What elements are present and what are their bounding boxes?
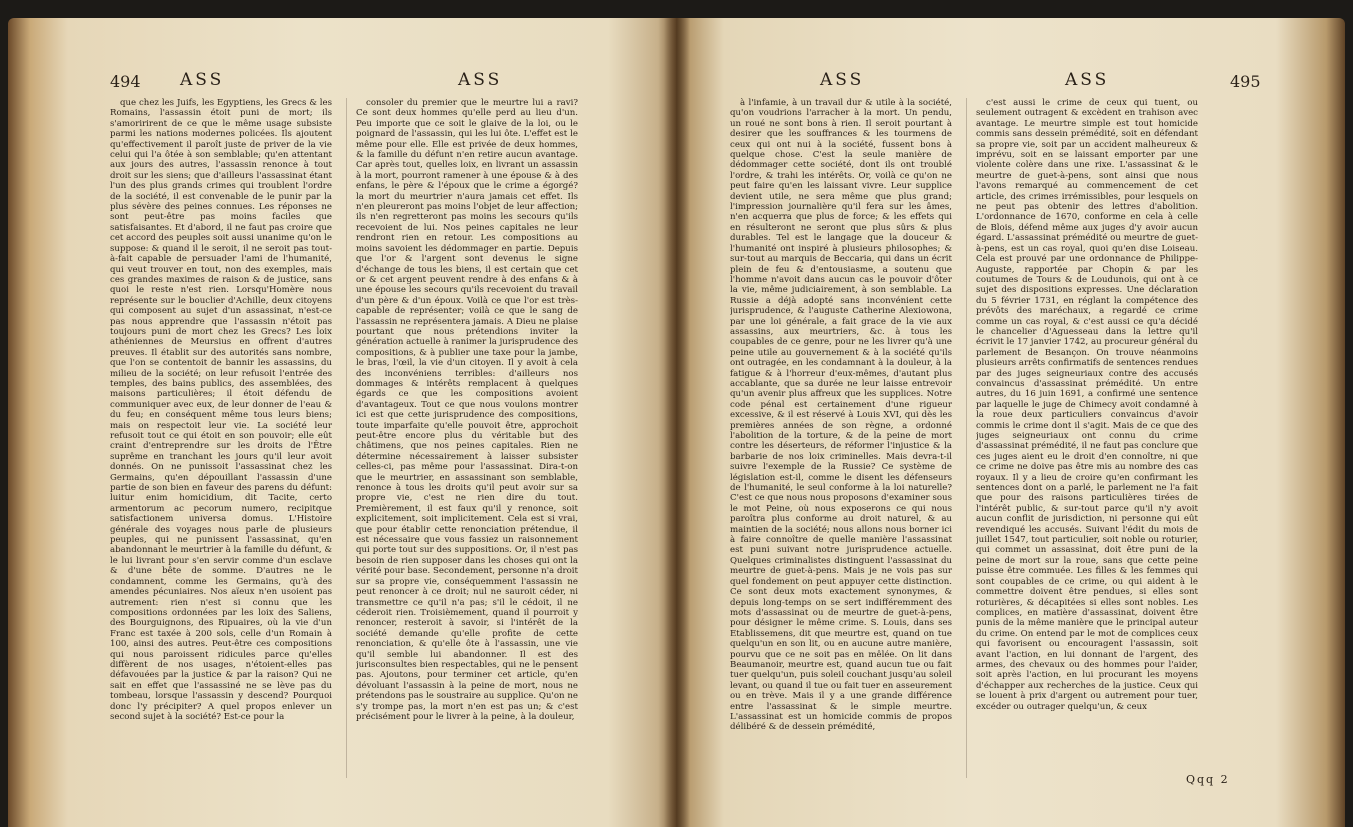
right-page-header	[710, 70, 1270, 92]
left-page	[110, 70, 640, 820]
left-column-1	[110, 98, 332, 798]
signature-mark: Qqq 2	[1186, 773, 1230, 786]
left-running-head-2: ASS	[458, 70, 503, 90]
right-running-head-2: ASS	[1065, 70, 1110, 90]
right-running-head-1: ASS	[820, 70, 865, 90]
right-column-1-text: à l'infamie, à un travail dur & utile à la société, qu'on voudrions l'arracher à la mort. Un pendu, un roué ne sont bons à rien. Il seroit pourtant à desirer que les souffrances & les tourmens de ceux qui ont nui à la société, fussent bons à quelque chose. C'est la seule manière de dédommager cette société, dont ils ont troublé l'ordre, & trahi les intérêts. Or, voilà ce qu'on ne peut faire qu'en les laissant vivre. Leur supplice devient utile, ne sera même que plus grand; l'impression journalière qu'il fera sur les âmes, n'en acquerra que plus de force; & les effets qui en résulteront ne seront que plus sûrs & plus durables. Tel est le langage que la douceur & l'humanité ont inspiré à plusieurs philosophes; & sur-tout au marquis de Beccaria, qui dans un écrit plein de feu & d'entousiasme, a soutenu que l'homme n'avoit dans aucun cas le pouvoir d'ôter la vie, même judiciairement, à son semblable. La Russie a déjà adopté sans inconvénient cette jurisprudence, & l'auguste Catherine Alexiowona, par une loi générale, a fait grace de la vie aux assassins, aux meurtriers, &c. à tous les coupables de ce genre, pour ne les livrer qu'à une peine utile au gouvernement & à la société qu'ils ont outragée, en les condamnant à la douleur, à la fatigue & à l'horreur d'eux-mêmes, d'autant plus accablante, que sa durée ne leur laisse entrevoir qu'un avenir plus affreux que les supplices. Notre code pénal est certainement d'une rigueur excessive, & il est réservé à Louis XVI, qui dès les premières années de son règne, a ordonné l'abolition de la torture, & de la peine de mort contre les déserteurs, de réformer l'injustice & la barbarie de nos loix criminelles. Mais devra-t-il suivre l'exemple de la Russie? Ce système de législation est-il, comme le disent les défenseurs de l'humanité, le seul conforme à la loi naturelle? C'est ce que nous nous proposons d'examiner sous le mot Peine, où nous exposerons ce qui nous paroîtra plus conforme au droit naturel, & au maintien de la société; nous allons nous borner ici à faire connoître de quelle manière l'assassinat est puni suivant notre jurisprudence actuelle. Quelques criminalistes distinguent l'assassinat du meurtre de guet-à-pens. Mais je ne vois pas sur quel fondement on peut appuyer cette distinction. Ce sont deux mots exactement synonymes, & depuis long-temps on se sert indifféremment des mots d'assassinat ou de meurtre de guet-à-pens, pour désigner le même crime. S. Louis, dans ses Etablissemens, dit que meurtre est, quand on tue quelqu'un en son lit, ou en aucune autre manière, pourvu que ce ne soit pas en mêlée. On lit dans Beaumanoir, meurtre est, quand aucun tue ou fait tuer quelqu'un, puis soleil couchant jusqu'au soleil levant, ou quand il tue ou fait tuer en asseurement ou en trève. Mais il y a une grande différence entre l'assassinat & le simple meurtre. L'assassinat est un homicide commis de propos délibéré & de dessein prémédité,	[730, 98, 952, 733]
left-column-rule	[346, 98, 347, 778]
right-column-2-text: c'est aussi le crime de ceux qui tuent, ou seulement outragent & excèdent en trahison avec avantage. Le meurtre simple est tout homicide commis sans dessein prémédité, soit en défendant sa propre vie, soit par un accident malheureux & imprévu, soit en se laissant emporter par une violente colère dans une rixe. L'assassinat & le meurtre de guet-à-pens, sont ainsi que nous l'avons remarqué au commencement de cet article, des crimes irrémissibles, pour lesquels on ne peut pas obtenir des lettres d'abolition. L'ordonnance de 1670, conforme en cela à celle de Blois, défend même aux juges d'y avoir aucun égard. L'assassinat prémédité ou meurtre de guet-à-pens, est un cas royal, quoi qu'en dise Loiseau. Cela est prouvé par une ordonnance de Philippe-Auguste, rapportée par Chopin & par les coutumes de Tours & de Loudunois, qui ont à ce sujet des dispositions expresses. Une déclaration du 5 février 1731, en réglant la compétence des prévôts des maréchaux, a regardé ce crime comme un cas royal, & c'est aussi ce qu'a décidé le chancelier d'Aguesseau dans la lettre qu'il écrivit le 17 janvier 1742, au procureur général du parlement de Besançon. On trouve néanmoins plusieurs arrêts confirmatifs de sentences rendues par des juges seigneuriaux contre des accusés convaincus d'assassinat prémédité. Un entre autres, du 16 juin 1691, a confirmé une sentence par laquelle le juge de Chimecy avoit condamné à la roue deux particuliers convaincus d'avoir commis le crime dont il s'agit. Mais de ce que des juges seigneuriaux ont connu du crime d'assassinat prémédité, il ne faut pas conclure que ces juges aient eu le droit d'en connoître, ni que ce crime ne doive pas être mis au nombre des cas royaux. Il y a lieu de croire qu'en confirmant les sentences dont on a parlé, le parlement ne l'a fait que pour des raisons particulières tirées de l'intérêt public, & sur-tout parce qu'il n'y avoit aucun conflit de jurisdiction, ni personne qui eût revendiqué les accusés. Suivant l'édit du mois de juillet 1547, tout particulier, soit noble ou roturier, qui commet un assassinat, doit être puni de la peine de mort sur la roue, sans que cette peine puisse être commuée. Les filles & les femmes qui sont coupables de ce crime, ou qui aident à le commettre doivent être pendues, si elles sont roturières, & décapitées si elles sont nobles. Les complices, en matière d'assassinat, doivent être punis de la même manière que le principal auteur du crime. On entend par le mot de complices ceux qui favorisent ou encouragent l'assassin, soit avant l'action, en lui donnant de l'argent, des armes, des chevaux ou des hommes pour l'aider, soit après l'action, en lui procurant les moyens d'échapper aux recherches de la justice. Ceux qui se louent à prix d'argent ou autrement pour tuer, excéder ou outrager quelqu'un, & ceux	[976, 98, 1198, 712]
left-column-2-text: consoler du premier que le meurtre lui a ravi? Ce sont deux hommes qu'elle perd au lieu d'un. Peu importe que ce soit le glaive de la loi, ou le poignard de l'assassin, qui les lui ôte. L'effet est le même pour elle. Elle est privée de deux hommes, & la famille du défunt n'en retire aucun avantage. Car après tout, quelles loix, en livrant un assassin à la mort, pourront ramener à une épouse & à des enfans, le père & l'époux que le crime a égorgé? la mort du meurtrier n'aura jamais cet effet. Ils n'en pleureront pas moins l'objet de leur affection; ils n'en regretteront pas moins les secours qu'ils recevoient de lui. Nos peines capitales ne leur rendront rien en retour. Les compositions au moins savoient les dédommager en partie. Depuis que l'or & l'argent sont devenus le signe d'échange de tous les biens, il est certain que cet or & cet argent peuvent rendre à des enfans & à une épouse les secours qu'ils recevoient du travail d'un père & d'un époux. Voilà ce que l'or est très-capable de représenter; voilà ce que le sang de l'assassin ne représentera jamais. A Dieu ne plaise pourtant que nous prétendions inviter la génération actuelle à ranimer la jurisprudence des compositions, & à publier une taxe pour la jambe, le bras, l'œil, la vie d'un citoyen. Il y avoit à cela des inconvéniens terribles: d'ailleurs nos dommages & intérêts remplacent à quelques égards ce que les compositions avoient d'avantageux. Tout ce que nous voulons montrer ici est que cette jurisprudence des compositions, toute imparfaite qu'elle pouvoit être, approchoit peut-être encore plus du véritable but des châtimens, que nos peines capitales. Rien ne détermine nécessairement à laisser subsister celles-ci, pas même pour l'assassinat. Dira-t-on que le meurtrier, en assassinant son semblable, renonce à tous les droits qu'il peut avoir sur sa propre vie, c'est ne rien dire du tout. Premièrement, il est faux qu'il y renonce, soit explicitement, soit implicitement. Cela est si vrai, que pour établir cette renonciation prétendue, il est nécessaire que vous fassiez un raisonnement qui porte tout sur des suppositions. Or, il n'est pas besoin de rien supposer dans les choses qui ont la vérité pour base. Secondement, personne n'a droit sur sa propre vie, conséquemment l'assassin ne peut renoncer à ce droit; nul ne sauroit céder, ni transmettre ce qu'il n'a pas; s'il le cédoit, il ne céderoit rien. Troisièmement, quand il pourroit y renoncer, resteroit à savoir, si l'intérêt de la société demande qu'elle profite de cette renonciation, & qu'elle ôte à l'assassin, une vie qu'il semble lui abandonner. Il est des jurisconsultes bien respectables, qui ne le pensent pas. Ajoutons, pour terminer cet article, qu'en dévoluant l'assassin à la peine de mort, nous ne prétendons pas le soustraire au supplice. Qu'on ne s'y trompe pas, la mort n'en est pas un; & c'est précisément pour le livrer à la peine, à la douleur,	[356, 98, 578, 722]
left-column-2	[356, 98, 578, 798]
right-column-2	[976, 98, 1198, 766]
left-page-number: 494	[110, 72, 141, 91]
right-column-rule	[966, 98, 967, 778]
right-page	[710, 70, 1270, 820]
right-page-number: 495	[1230, 72, 1261, 91]
right-column-1	[730, 98, 952, 798]
left-running-head-1: ASS	[180, 70, 225, 90]
book-gutter	[664, 18, 690, 827]
left-page-header	[110, 70, 640, 92]
left-column-1-text: que chez les Juifs, les Egyptiens, les Grecs & les Romains, l'assassin étoit puni de mort; ils s'amoririrent de ce que le même usage subsiste parmi les nations modernes policées. Ils ajoutent qu'effectivement il paroît juste de priver de la vie celui qui l'a ôtée à son semblable; qu'en attentant aux jours des autres, l'assassin renonce à tout droit sur les siens; que d'ailleurs l'assassinat étant l'un des plus grands crimes qui troublent l'ordre de la société, il est convenable de le punir par la plus sévère des peines connues. Les réponses ne sont peut-être pas moins faciles que satisfaisantes. Et d'abord, il ne faut pas croire que cet accord des peuples soit aussi unanime qu'on le suppose: & quand il le seroit, il ne seroit pas tout-à-fait capable de persuader l'ami de l'humanité, qui veut trouver en tout, non des exemples, mais ces grandes maximes de raison & de justice, sans quoi le reste n'est rien. Lorsqu'Homère nous représente sur le bouclier d'Achille, deux citoyens qui composent au sujet d'un assassinat, n'est-ce pas nous apprendre que l'assassin n'étoit pas toujours puni de mort chez les Grecs? Les loix athéniennes de Meursius en offrent d'autres preuves. Il établit sur des autorités sans nombre, que l'on se contentoit de bannir les assassins, du milieu de la société; on leur refusoit l'entrée des temples, des bains publics, des assemblées, des maisons particulières; il étoit défendu de communiquer avec eux, de leur donner de l'eau & du feu; en conséquent même tous leurs biens; mais on respectoit leur vie. La société leur refusoit tout ce qui étoit en son pouvoir; elle eût craint d'entreprendre sur les droits de l'Être suprême en tranchant les jours qu'il leur avoit donnés. On ne punissoit l'assassinat chez les Germains, qu'en dépouillant l'assassin d'une partie de son bien en faveur des parens du défunt: luitur enim homicidium, dit Tacite, certo armentorum ac pecorum numero, recipitque satisfactionem universa domus. L'Histoire générale des voyages nous parle de plusieurs peuples, qui ne punissent l'assassinat, qu'en abandonnant le meurtrier à la famille du défunt, & le lui livrant pour s'en servir comme d'un esclave & d'une bête de somme. D'autres ne le condamnent, comme les Germains, qu'à des amendes pécuniaires. Nos aïeux n'en usoient pas autrement: rien n'est si connu que les compositions ordonnées par les loix des Saliens, des Bourguignons, des Ripuaires, où la vie d'un Franc est taxée à 200 sols, celle d'un Romain à 100, ainsi des autres. Peut-être ces compositions qui nous paroissent ridicules parce qu'elles diffèrent de nos usages, n'étoient-elles pas défavouées par la justice & par la raison? Qui ne sait en effet que l'assassiné ne se lève pas du tombeau, lorsque l'assassin y descend? Pourquoi donc l'y précipiter? A quel propos enlever un second sujet à la société? Est-ce pour la	[110, 98, 332, 722]
